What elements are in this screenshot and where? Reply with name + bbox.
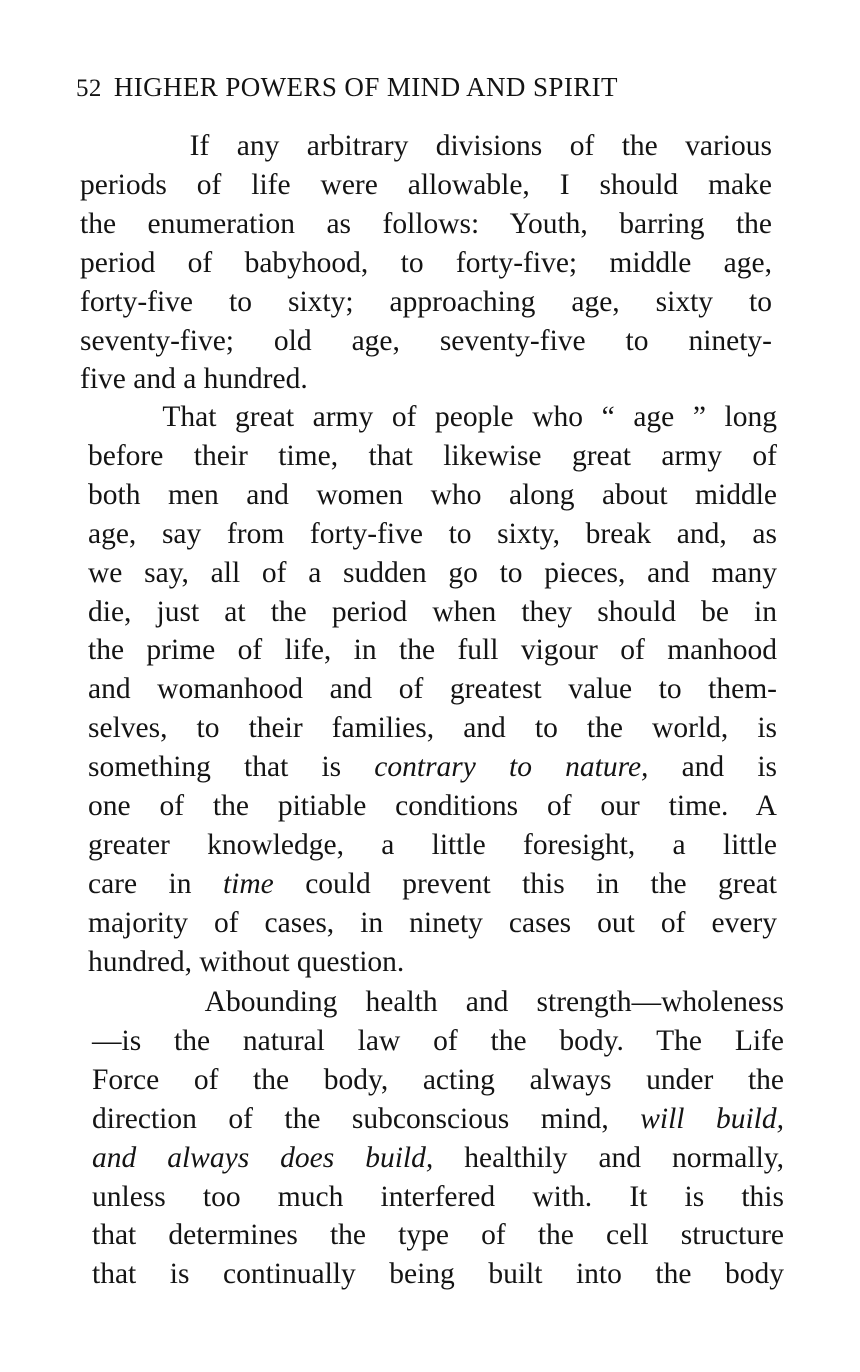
text-line: —is the natural law of the body. The Life <box>92 1024 784 1057</box>
text-line: that is continually being built into the body <box>92 1258 784 1291</box>
text-line: hundred, without question. <box>88 945 405 978</box>
text-line-with-italic <box>92 1100 784 1139</box>
paragraph-2 <box>88 398 777 982</box>
text-line: Abounding health and strength—wholeness <box>92 986 784 1018</box>
text-line: selves, to their families, and to the world, is <box>88 712 777 745</box>
text-line: the prime of life, in the full vigour of manhood <box>88 634 777 667</box>
text-line: That great army of people who “ age ” long <box>88 401 777 433</box>
italic-phrase: and always does build, <box>92 1141 434 1174</box>
text-run: care in <box>88 867 192 900</box>
text-line: we say, all of a sudden go to pieces, and many <box>88 556 777 589</box>
text-run: and is <box>681 751 777 784</box>
text-line-with-italic <box>92 1139 784 1178</box>
text-line: before their time, that likewise great army of <box>88 439 777 472</box>
text-line: greater knowledge, a little foresight, a little <box>88 828 777 861</box>
text-line-with-italic <box>88 865 777 904</box>
text-run: could prevent this in the great <box>305 867 778 900</box>
italic-phrase: contrary to nature, <box>374 751 649 784</box>
italic-phrase: will build, <box>640 1102 784 1135</box>
text-line: one of the pitiable conditions of our time. A <box>88 790 777 823</box>
text-line: five and a hundred. <box>80 363 308 396</box>
paragraph-1 <box>80 127 772 399</box>
running-head <box>76 72 766 103</box>
text-line: If any arbitrary divisions of the various <box>80 130 772 162</box>
text-run: healthily and normally, <box>464 1141 785 1174</box>
text-line: Force of the body, acting always under the <box>92 1063 784 1096</box>
text-run: direction of the subconscious mind, <box>92 1102 609 1135</box>
text-line: period of babyhood, to forty-five; middle age, <box>80 246 772 279</box>
text-line: age, say from forty-five to sixty, break and, as <box>88 517 777 550</box>
text-line: both men and women who along about middle <box>88 478 777 511</box>
running-title: HIGHER POWERS OF MIND AND SPIRIT <box>113 72 618 102</box>
paragraph-3 <box>92 983 784 1294</box>
text-line: majority of cases, in ninety cases out of every <box>88 906 777 939</box>
text-line-with-italic <box>88 748 777 787</box>
text-run: something that is <box>88 751 342 784</box>
text-line: periods of life were allowable, I should make <box>80 168 772 201</box>
text-line: that determines the type of the cell structure <box>92 1219 784 1252</box>
italic-phrase: time <box>222 867 274 900</box>
page-number: 52 <box>76 75 102 102</box>
text-line: forty-five to sixty; approaching age, sixty to <box>80 285 772 318</box>
text-line: unless too much interfered with. It is this <box>92 1180 784 1213</box>
text-line: the enumeration as follows: Youth, barring the <box>80 207 772 240</box>
text-line: die, just at the period when they should be in <box>88 595 777 628</box>
text-line: seventy-five; old age, seventy-five to ninety- <box>80 324 772 357</box>
text-line: and womanhood and of greatest value to them- <box>88 673 777 706</box>
